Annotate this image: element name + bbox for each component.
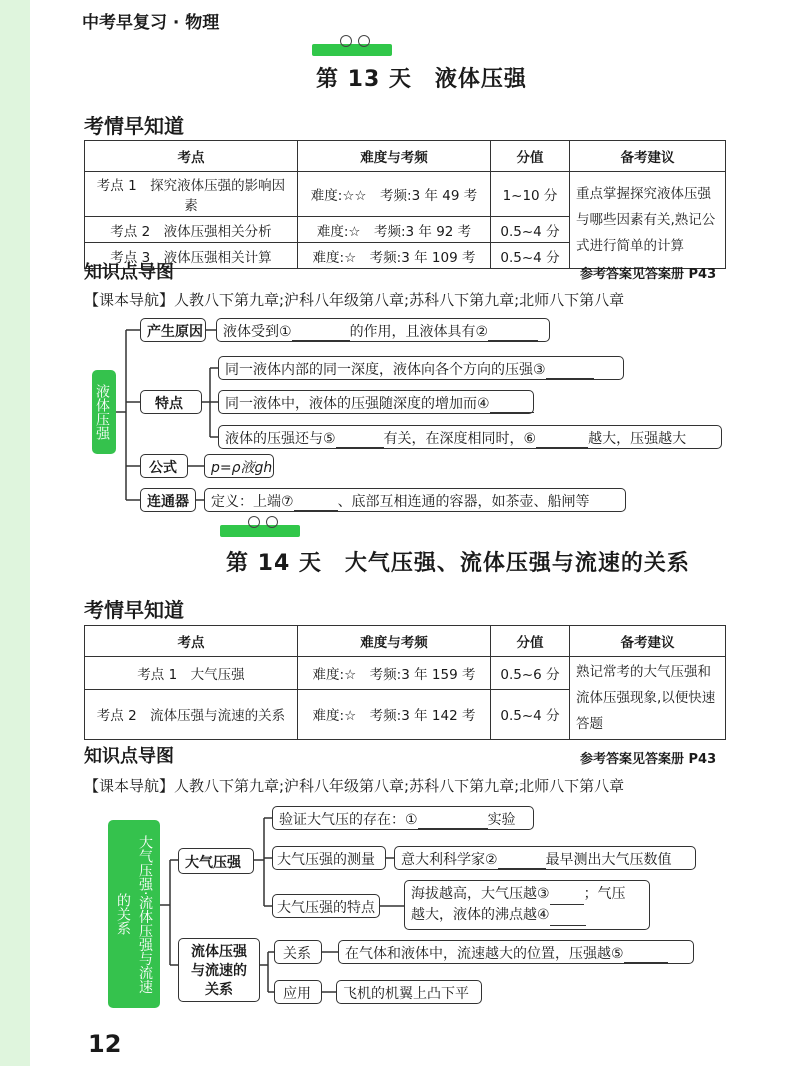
table-cell: 考点 1 探究液体压强的影响因素: [85, 172, 298, 217]
answer-blank: [336, 433, 384, 448]
node-atm-existence: [272, 806, 534, 830]
answer-blank: [550, 890, 584, 905]
text-part: 实验: [487, 812, 516, 828]
page-number: 12: [88, 1030, 122, 1058]
table-cell: 难度:☆ 考频:3 年 92 考: [298, 217, 491, 243]
table-cell: 难度:☆ 考频:3 年 109 考: [298, 243, 491, 269]
table-cell: 0.5~6 分: [491, 657, 570, 690]
answer-blank: [550, 911, 586, 926]
answer-reference: 参考答案见答案册 P43: [580, 752, 717, 767]
day13-section-mindmap: 知识点导图: [84, 262, 174, 283]
answer-blank: [536, 433, 588, 448]
text-part: 、底部互相连通的容器，如茶壶、船闸等: [337, 494, 590, 510]
table-cell: 0.5~4 分: [491, 689, 570, 739]
node-connected-vessel: 连通器: [140, 488, 196, 512]
table-cell: 考点 2 流体压强与流速的关系: [85, 689, 298, 739]
node-formula-text: p=ρ液gh: [204, 454, 274, 478]
node-feature-2: [218, 390, 534, 414]
node-atm-character: 大气压强的特点: [272, 894, 380, 918]
answer-blank: [418, 814, 488, 829]
answer-blank: [294, 496, 338, 511]
text-part: 验证大气压的存在：①: [279, 812, 418, 828]
node-application-text: 飞机的机翼上凸下平: [336, 980, 482, 1004]
running-header: 中考早复习 · 物理: [82, 13, 220, 33]
answer-blank: [488, 326, 538, 341]
answer-blank: [490, 398, 534, 413]
col-header: 备考建议: [570, 626, 726, 657]
node-atm-character-text: [404, 880, 650, 930]
mindmap-root-atmospheric-pressure: 大气压强·流体压强与流速的关系: [108, 820, 160, 1008]
mindmap-root-liquid-pressure: 液体压强: [92, 370, 116, 454]
col-header: 分值: [491, 626, 570, 657]
node-cause-text: [216, 318, 550, 342]
answer-blank: [546, 364, 594, 379]
suggestion-cell: 熟记常考的大气压强和流体压强现象,以便快速答题: [570, 657, 726, 740]
text-part: 最早测出大气压数值: [545, 852, 672, 868]
day13-title: 第 13 天 液体压强: [316, 67, 527, 92]
node-atmospheric-pressure: 大气压强: [178, 848, 254, 874]
answer-blank: [624, 948, 668, 963]
day14-section-exam-info: 考情早知道: [84, 598, 184, 622]
text-part: 越大，液体的沸点越④: [411, 907, 550, 923]
node-atm-measure-text: [394, 846, 696, 870]
text-part: 液体受到①: [223, 324, 292, 340]
node-relation: 关系: [274, 940, 322, 964]
col-header: 难度与考频: [298, 626, 491, 657]
col-header: 备考建议: [570, 141, 726, 172]
suggestion-cell: 重点掌握探究液体压强与哪些因素有关,熟记公式进行简单的计算: [570, 172, 726, 269]
day14-section-mindmap: 知识点导图: [84, 746, 174, 767]
text-part: 定义：上端⑦: [211, 494, 294, 510]
text-part: 液体的压强还与⑤: [225, 431, 336, 447]
text-part: 海拔越高，大气压越③: [411, 886, 550, 902]
col-header: 考点: [85, 626, 298, 657]
table-cell: 难度:☆☆ 考频:3 年 49 考: [298, 172, 491, 217]
day13-section-exam-info: 考情早知道: [84, 114, 184, 138]
text-part: 同一液体内部的同一深度，液体向各个方向的压强③: [225, 362, 546, 378]
table-cell: 考点 1 大气压强: [85, 657, 298, 690]
node-feature-3: [218, 425, 722, 449]
text-part: 同一液体中，液体的压强随深度的增加而④: [225, 396, 490, 412]
textbook-nav: 【课本导航】人教八下第九章;沪科八年级第八章;苏科八下第九章;北师八下第八章: [84, 291, 625, 309]
text-part: ；气压: [583, 886, 626, 902]
node-atm-measure: 大气压强的测量: [272, 846, 386, 870]
title-tab-decoration: [220, 525, 300, 537]
node-application: 应用: [274, 980, 322, 1004]
text-part: 的作用，且液体具有②: [349, 324, 489, 340]
text-part: 在气体和液体中，流速越大的位置，压强越⑤: [345, 946, 624, 962]
table-cell: 1~10 分: [491, 172, 570, 217]
table-cell: 考点 2 液体压强相关分析: [85, 217, 298, 243]
table-cell: 难度:☆ 考频:3 年 159 考: [298, 657, 491, 690]
text-part: 意大利科学家②: [401, 852, 498, 868]
node-formula: 公式: [140, 454, 188, 478]
table-cell: 0.5~4 分: [491, 217, 570, 243]
table-cell: 难度:☆ 考频:3 年 142 考: [298, 689, 491, 739]
node-feature: 特点: [140, 390, 202, 414]
col-header: 考点: [85, 141, 298, 172]
answer-reference: 参考答案见答案册 P43: [580, 267, 717, 282]
node-feature-1: [218, 356, 624, 380]
col-header: 分值: [491, 141, 570, 172]
table-cell: 0.5~4 分: [491, 243, 570, 269]
table-cell: 考点 3 液体压强相关计算: [85, 243, 298, 269]
col-header: 难度与考频: [298, 141, 491, 172]
node-vessel-text: [204, 488, 626, 512]
text-part: 越大，压强越大: [588, 431, 687, 447]
day14-title: 第 14 天 大气压强、流体压强与流速的关系: [226, 551, 690, 576]
node-relation-text: [338, 940, 694, 964]
text-part: 有关，在深度相同时，⑥: [383, 431, 537, 447]
answer-blank: [292, 326, 350, 341]
node-cause: 产生原因: [140, 318, 206, 342]
answer-blank: [498, 854, 546, 869]
day14-exam-table: [84, 625, 726, 740]
textbook-nav: 【课本导航】人教八下第九章;沪科八年级第八章;苏科八下第九章;北师八下第八章: [84, 777, 625, 795]
node-fluid-pressure: 流体压强与流速的关系: [178, 938, 260, 1002]
